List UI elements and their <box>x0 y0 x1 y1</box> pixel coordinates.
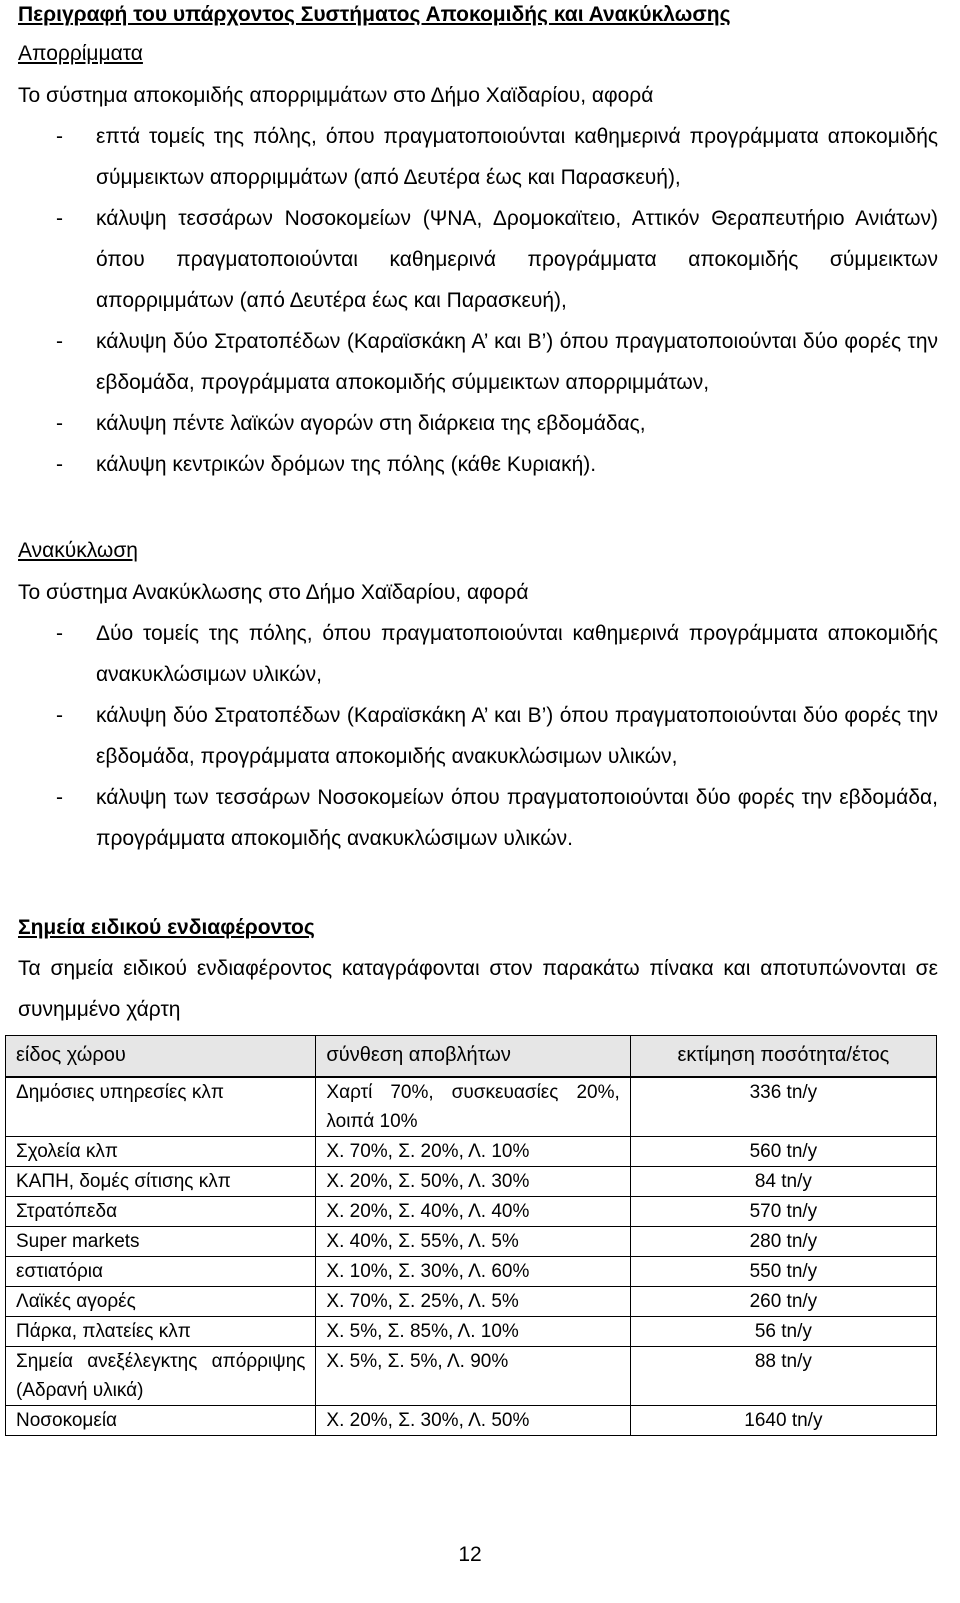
cell-estimate: 336 tn/y <box>630 1077 936 1137</box>
cell-composition: Χ. 5%, Σ. 5%, Λ. 90% <box>316 1347 630 1406</box>
cell-space-type: ΚΑΠΗ, δομές σίτισης κλπ <box>6 1167 316 1197</box>
page-number: 12 <box>458 1543 482 1566</box>
cell-space-type: Πάρκα, πλατείες κλπ <box>6 1317 316 1347</box>
table-row <box>6 1257 937 1287</box>
recycling-heading: Ανακύκλωση <box>18 539 138 562</box>
cell-estimate: 560 tn/y <box>630 1137 936 1167</box>
cell-composition: Χ. 10%, Σ. 30%, Λ. 60% <box>316 1257 630 1287</box>
page-title: Περιγραφή του υπάρχοντος Συστήματος Αποκομιδής και Ανακύκλωσης <box>18 3 731 26</box>
list-item-text: κάλυψη δύο Στρατοπέδων (Καραϊσκάκη Α’ και Β’) όπου πραγματοποιούνται δύο φορές την εβδομάδα, προγράμματα αποκομιδής σύμμεικτων απορριμμάτων, <box>96 330 938 394</box>
cell-composition: Χ. 70%, Σ. 20%, Λ. 10% <box>316 1137 630 1167</box>
list-item <box>18 321 938 403</box>
dash-marker: - <box>56 412 63 435</box>
table-row <box>6 1137 937 1167</box>
list-item <box>18 403 938 444</box>
list-item-text: Δύο τομείς της πόλης, όπου πραγματοποιούνται καθημερινά προγράμματα αποκομιδής ανακυκλώσιμων υλικών, <box>96 622 938 686</box>
table-row <box>6 1287 937 1317</box>
column-header-composition: σύνθεση αποβλήτων <box>316 1036 630 1078</box>
cell-space-type: Super markets <box>6 1227 316 1257</box>
waste-list <box>18 116 938 485</box>
list-item-text: κάλυψη πέντε λαϊκών αγορών στη διάρκεια της εβδομάδας, <box>96 412 646 435</box>
list-item <box>18 444 938 485</box>
dash-marker: - <box>56 125 63 148</box>
list-item <box>18 695 938 777</box>
dash-marker: - <box>56 330 63 353</box>
waste-intro: Το σύστημα αποκομιδής απορριμμάτων στο Δήμο Χαϊδαρίου, αφορά <box>18 84 654 107</box>
cell-composition: Χ. 20%, Σ. 50%, Λ. 30% <box>316 1167 630 1197</box>
dash-marker: - <box>56 453 63 476</box>
recycling-list <box>18 613 938 859</box>
list-item-text: επτά τομείς της πόλης, όπου πραγματοποιούνται καθημερινά προγράμματα αποκομιδής σύμμεικτων απορριμμάτων (από Δευτέρα έως και Παρασκευή), <box>96 125 938 189</box>
cell-estimate: 84 tn/y <box>630 1167 936 1197</box>
cell-composition: Χ. 70%, Σ. 25%, Λ. 5% <box>316 1287 630 1317</box>
list-item-text: κάλυψη δύο Στρατοπέδων (Καραϊσκάκη Α’ και Β’) όπου πραγματοποιούνται δύο φορές την εβδομάδα, προγράμματα αποκομιδής ανακυκλώσιμων υλικών, <box>96 704 938 768</box>
cell-space-type: Σημεία ανεξέλεγκτης απόρριψης (Αδρανή υλικά) <box>6 1347 316 1406</box>
list-item <box>18 116 938 198</box>
cell-space-type: Λαϊκές αγορές <box>6 1287 316 1317</box>
poi-heading: Σημεία ειδικού ενδιαφέροντος <box>18 916 315 939</box>
poi-table <box>5 1035 937 1436</box>
dash-marker: - <box>56 207 63 230</box>
cell-composition: Χαρτί 70%, συσκευασίες 20%, λοιπά 10% <box>316 1077 630 1137</box>
list-item-text: κάλυψη κεντρικών δρόμων της πόλης (κάθε Κυριακή). <box>96 453 597 476</box>
cell-estimate: 260 tn/y <box>630 1287 936 1317</box>
table-header-row <box>6 1036 937 1078</box>
list-item <box>18 777 938 859</box>
list-item <box>18 198 938 321</box>
table-row <box>6 1317 937 1347</box>
recycling-intro: Το σύστημα Ανακύκλωσης στο Δήμο Χαϊδαρίου, αφορά <box>18 581 529 604</box>
list-item-text: κάλυψη τεσσάρων Νοσοκομείων (ΨΝΑ, Δρομοκαϊτειο, Αττικόν Θεραπευτήριο Ανιάτων) όπου πραγματοποιούνται καθημερινά προγράμματα αποκομιδής σύμμεικτων απορριμμάτων (από Δευτέρα έως και Παρασκευή), <box>96 207 938 312</box>
cell-space-type: Δημόσιες υπηρεσίες κλπ <box>6 1077 316 1137</box>
cell-composition: Χ. 20%, Σ. 40%, Λ. 40% <box>316 1197 630 1227</box>
column-header-estimate: εκτίμηση ποσότητα/έτος <box>630 1036 936 1078</box>
cell-estimate: 570 tn/y <box>630 1197 936 1227</box>
cell-space-type: εστιατόρια <box>6 1257 316 1287</box>
cell-estimate: 88 tn/y <box>630 1347 936 1406</box>
cell-estimate: 550 tn/y <box>630 1257 936 1287</box>
table-row <box>6 1406 937 1436</box>
dash-marker: - <box>56 786 63 809</box>
cell-composition: Χ. 20%, Σ. 30%, Λ. 50% <box>316 1406 630 1436</box>
cell-estimate: 280 tn/y <box>630 1227 936 1257</box>
table-row <box>6 1167 937 1197</box>
table-row <box>6 1197 937 1227</box>
waste-heading: Απορρίμματα <box>18 42 143 65</box>
column-header-space-type: είδος χώρου <box>6 1036 316 1078</box>
list-item-text: κάλυψη των τεσσάρων Νοσοκομείων όπου πραγματοποιούνται δύο φορές την εβδομάδα, προγράμματα αποκομιδής ανακυκλώσιμων υλικών. <box>96 786 938 850</box>
cell-space-type: Στρατόπεδα <box>6 1197 316 1227</box>
cell-space-type: Σχολεία κλπ <box>6 1137 316 1167</box>
cell-space-type: Νοσοκομεία <box>6 1406 316 1436</box>
list-item <box>18 613 938 695</box>
cell-composition: Χ. 5%, Σ. 85%, Λ. 10% <box>316 1317 630 1347</box>
poi-intro: Τα σημεία ειδικού ενδιαφέροντος καταγράφονται στον παρακάτω πίνακα και αποτυπώνονται σε συνημμένο χάρτη <box>18 957 938 1021</box>
table-row <box>6 1077 937 1137</box>
dash-marker: - <box>56 622 63 645</box>
dash-marker: - <box>56 704 63 727</box>
cell-estimate: 56 tn/y <box>630 1317 936 1347</box>
table-row <box>6 1227 937 1257</box>
table-row <box>6 1347 937 1406</box>
cell-estimate: 1640 tn/y <box>630 1406 936 1436</box>
cell-composition: Χ. 40%, Σ. 55%, Λ. 5% <box>316 1227 630 1257</box>
